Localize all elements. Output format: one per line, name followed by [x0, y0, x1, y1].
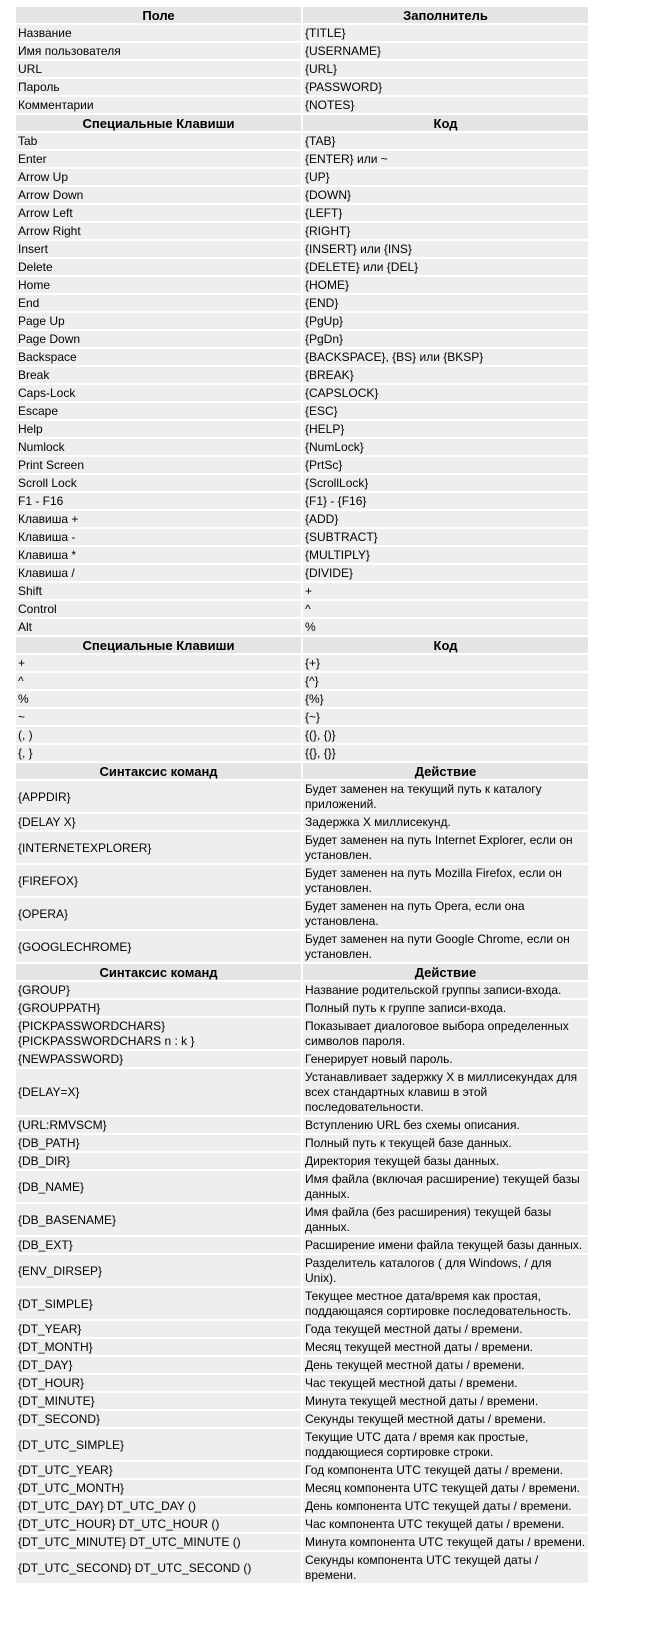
cell-value: Будет заменен на путь Internet Explorer, если он установлен.: [303, 832, 588, 863]
table-row: [16, 655, 588, 671]
table-row: [16, 814, 588, 830]
table-row: [16, 313, 588, 329]
cell-name: Insert: [16, 241, 301, 257]
cell-value: {(}, {)}: [303, 727, 588, 743]
column-header-value: Код: [303, 115, 588, 131]
table-row: [16, 691, 588, 707]
column-header-name: Синтаксис команд: [16, 763, 301, 779]
cell-name: Home: [16, 277, 301, 293]
cell-name: Escape: [16, 403, 301, 419]
cell-value: Вступлению URL без схемы описания.: [303, 1117, 588, 1133]
table-row: [16, 295, 588, 311]
cell-name: {GROUP}: [16, 982, 301, 998]
cell-name: {DB_EXT}: [16, 1237, 301, 1253]
cell-name: Имя пользователя: [16, 43, 301, 59]
cell-value: {PgUp}: [303, 313, 588, 329]
cell-name: {DB_BASENAME}: [16, 1204, 301, 1235]
cell-name: {DT_SIMPLE}: [16, 1288, 301, 1319]
cell-name: {GROUPPATH}: [16, 1000, 301, 1016]
cell-name: {INTERNETEXPLORER}: [16, 832, 301, 863]
cell-value: {UP}: [303, 169, 588, 185]
placeholder-reference: [14, 5, 590, 1585]
table-row: [16, 349, 588, 365]
table-row: [16, 1516, 588, 1532]
table-row: [16, 439, 588, 455]
table-row: [16, 25, 588, 41]
cell-name: {FIREFOX}: [16, 865, 301, 896]
cell-name: ~: [16, 709, 301, 725]
table-row: [16, 277, 588, 293]
cell-name: Control: [16, 601, 301, 617]
table-row: [16, 187, 588, 203]
cell-value: {HOME}: [303, 277, 588, 293]
cell-value: {{}, {}}: [303, 745, 588, 761]
cell-name: {DT_UTC_YEAR}: [16, 1462, 301, 1478]
cell-name: Help: [16, 421, 301, 437]
cell-value: {ENTER} или ~: [303, 151, 588, 167]
table-row: [16, 223, 588, 239]
table-row: [16, 709, 588, 725]
cell-value: Расширение имени файла текущей базы данных.: [303, 1237, 588, 1253]
table-row: [16, 601, 588, 617]
cell-value: Час текущей местной даты / времени.: [303, 1375, 588, 1391]
table-row: [16, 1534, 588, 1550]
column-header-name: Специальные Клавиши: [16, 115, 301, 131]
cell-name: Arrow Left: [16, 205, 301, 221]
cell-name: Page Up: [16, 313, 301, 329]
cell-value: {BREAK}: [303, 367, 588, 383]
cell-value: Текущее местное дата/время как простая, поддающаяся сортировке последовательность.: [303, 1288, 588, 1319]
table-row: [16, 1375, 588, 1391]
cell-name: {DT_HOUR}: [16, 1375, 301, 1391]
cell-name: Enter: [16, 151, 301, 167]
cell-name: %: [16, 691, 301, 707]
table-row: [16, 457, 588, 473]
cell-name: F1 - F16: [16, 493, 301, 509]
section-header-row: [16, 763, 588, 779]
cell-value: {TITLE}: [303, 25, 588, 41]
cell-name: {DT_UTC_MINUTE} DT_UTC_MINUTE (): [16, 1534, 301, 1550]
table-row: [16, 97, 588, 113]
cell-value: Секунды компонента UTC текущей даты / времени.: [303, 1552, 588, 1583]
cell-value: Секунды текущей местной даты / времени.: [303, 1411, 588, 1427]
table-row: [16, 583, 588, 599]
cell-value: Будет заменен на пути Google Chrome, если он установлен.: [303, 931, 588, 962]
cell-name: End: [16, 295, 301, 311]
table-row: [16, 1357, 588, 1373]
table-row: [16, 133, 588, 149]
cell-value: Текущие UTC дата / время как простые, поддающиеся сортировке строки.: [303, 1429, 588, 1460]
cell-value: {PASSWORD}: [303, 79, 588, 95]
section-header-row: [16, 7, 588, 23]
cell-name: {DB_NAME}: [16, 1171, 301, 1202]
cell-name: +: [16, 655, 301, 671]
cell-value: {%}: [303, 691, 588, 707]
cell-name: {DB_DIR}: [16, 1153, 301, 1169]
table-row: [16, 1135, 588, 1151]
cell-name: Backspace: [16, 349, 301, 365]
table-row: [16, 565, 588, 581]
cell-name: {ENV_DIRSEP}: [16, 1255, 301, 1286]
cell-name: {DT_MONTH}: [16, 1339, 301, 1355]
table-row: [16, 1117, 588, 1133]
placeholder-table: [14, 5, 590, 1585]
cell-name: Page Down: [16, 331, 301, 347]
column-header-value: Действие: [303, 763, 588, 779]
table-row: [16, 403, 588, 419]
cell-value: {INSERT} или {INS}: [303, 241, 588, 257]
cell-name: {DT_UTC_HOUR} DT_UTC_HOUR (): [16, 1516, 301, 1532]
cell-value: {PrtSc}: [303, 457, 588, 473]
cell-value: {NOTES}: [303, 97, 588, 113]
cell-value: {~}: [303, 709, 588, 725]
cell-value: {LEFT}: [303, 205, 588, 221]
cell-name: {DT_MINUTE}: [16, 1393, 301, 1409]
cell-name: Delete: [16, 259, 301, 275]
cell-name: {GOOGLECHROME}: [16, 931, 301, 962]
cell-value: Минута компонента UTC текущей даты / времени.: [303, 1534, 588, 1550]
cell-name: {DB_PATH}: [16, 1135, 301, 1151]
cell-value: +: [303, 583, 588, 599]
cell-value: {SUBTRACT}: [303, 529, 588, 545]
table-row: [16, 745, 588, 761]
cell-value: Полный путь к текущей базе данных.: [303, 1135, 588, 1151]
cell-name: Название: [16, 25, 301, 41]
table-row: [16, 727, 588, 743]
table-row: [16, 1552, 588, 1583]
table-row: [16, 205, 588, 221]
table-row: [16, 1255, 588, 1286]
cell-name: ^: [16, 673, 301, 689]
cell-value: ^: [303, 601, 588, 617]
table-row: [16, 673, 588, 689]
cell-name: Arrow Right: [16, 223, 301, 239]
cell-value: Будет заменен на путь Opera, если она установлена.: [303, 898, 588, 929]
table-row: [16, 1237, 588, 1253]
cell-value: {PgDn}: [303, 331, 588, 347]
table-row: [16, 61, 588, 77]
cell-name: URL: [16, 61, 301, 77]
cell-name: Tab: [16, 133, 301, 149]
cell-name: {URL:RMVSCM}: [16, 1117, 301, 1133]
cell-value: Показывает диалоговое выбора определенных символов пароля.: [303, 1018, 588, 1049]
cell-value: {DELETE} или {DEL}: [303, 259, 588, 275]
cell-name: Numlock: [16, 439, 301, 455]
cell-value: День компонента UTC текущей даты / времени.: [303, 1498, 588, 1514]
table-row: [16, 1153, 588, 1169]
cell-name: Пароль: [16, 79, 301, 95]
table-row: [16, 367, 588, 383]
table-row: [16, 1321, 588, 1337]
cell-value: Будет заменен на путь Mozilla Firefox, если он установлен.: [303, 865, 588, 896]
cell-name: {APPDIR}: [16, 781, 301, 812]
cell-name: {DT_UTC_MONTH}: [16, 1480, 301, 1496]
cell-value: Разделитель каталогов ( для Windows, / для Unix).: [303, 1255, 588, 1286]
cell-value: Месяц компонента UTC текущей даты / времени.: [303, 1480, 588, 1496]
cell-value: Устанавливает задержку X в миллисекундах для всех стандартных клавиш в этой последовательности.: [303, 1069, 588, 1115]
table-row: [16, 1462, 588, 1478]
table-row: [16, 781, 588, 812]
cell-name: Alt: [16, 619, 301, 635]
cell-name: {DT_YEAR}: [16, 1321, 301, 1337]
cell-value: Минута текущей местной даты / времени.: [303, 1393, 588, 1409]
cell-value: {ScrollLock}: [303, 475, 588, 491]
cell-value: {TAB}: [303, 133, 588, 149]
column-header-value: Заполнитель: [303, 7, 588, 23]
cell-value: Имя файла (без расширения) текущей базы данных.: [303, 1204, 588, 1235]
cell-name: Scroll Lock: [16, 475, 301, 491]
cell-value: {URL}: [303, 61, 588, 77]
table-row: [16, 493, 588, 509]
cell-name: {OPERA}: [16, 898, 301, 929]
table-row: [16, 898, 588, 929]
table-row: [16, 547, 588, 563]
cell-name: {DT_UTC_SIMPLE}: [16, 1429, 301, 1460]
table-row: [16, 385, 588, 401]
table-row: [16, 529, 588, 545]
table-row: [16, 79, 588, 95]
table-row: [16, 1051, 588, 1067]
table-row: [16, 832, 588, 863]
cell-name: Клавиша -: [16, 529, 301, 545]
table-row: [16, 1288, 588, 1319]
cell-value: Название родительской группы записи-входа.: [303, 982, 588, 998]
cell-value: {ESC}: [303, 403, 588, 419]
cell-value: Будет заменен на текущий путь к каталогу приложений.: [303, 781, 588, 812]
cell-name: {DT_SECOND}: [16, 1411, 301, 1427]
table-row: [16, 1393, 588, 1409]
column-header-name: Специальные Клавиши: [16, 637, 301, 653]
table-row: [16, 511, 588, 527]
cell-value: {HELP}: [303, 421, 588, 437]
cell-value: {CAPSLOCK}: [303, 385, 588, 401]
cell-value: {F1} - {F16}: [303, 493, 588, 509]
column-header-value: Код: [303, 637, 588, 653]
cell-value: Имя файла (включая расширение) текущей базы данных.: [303, 1171, 588, 1202]
table-row: [16, 331, 588, 347]
cell-value: Год компонента UTC текущей даты / времени.: [303, 1462, 588, 1478]
cell-name: {DT_UTC_DAY} DT_UTC_DAY (): [16, 1498, 301, 1514]
cell-value: День текущей местной даты / времени.: [303, 1357, 588, 1373]
cell-value: %: [303, 619, 588, 635]
cell-name: Комментарии: [16, 97, 301, 113]
table-row: [16, 982, 588, 998]
cell-value: {NumLock}: [303, 439, 588, 455]
cell-value: {MULTIPLY}: [303, 547, 588, 563]
cell-value: {+}: [303, 655, 588, 671]
cell-name: Клавиша +: [16, 511, 301, 527]
cell-name: {DT_DAY}: [16, 1357, 301, 1373]
table-row: [16, 1171, 588, 1202]
column-header-value: Действие: [303, 964, 588, 980]
table-row: [16, 151, 588, 167]
table-row: [16, 475, 588, 491]
cell-value: Директория текущей базы данных.: [303, 1153, 588, 1169]
cell-value: {DIVIDE}: [303, 565, 588, 581]
column-header-name: Поле: [16, 7, 301, 23]
cell-value: Задержка X миллисекунд.: [303, 814, 588, 830]
table-row: [16, 1480, 588, 1496]
cell-name: Break: [16, 367, 301, 383]
cell-value: {END}: [303, 295, 588, 311]
table-row: [16, 259, 588, 275]
table-row: [16, 43, 588, 59]
table-row: [16, 1204, 588, 1235]
cell-value: {^}: [303, 673, 588, 689]
table-row: [16, 421, 588, 437]
table-row: [16, 1069, 588, 1115]
cell-name: {, }: [16, 745, 301, 761]
cell-value: Генерирует новый пароль.: [303, 1051, 588, 1067]
cell-value: Полный путь к группе записи-входа.: [303, 1000, 588, 1016]
table-row: [16, 1498, 588, 1514]
column-header-name: Синтаксис команд: [16, 964, 301, 980]
cell-name: {PICKPASSWORDCHARS} {PICKPASSWORDCHARS n : k }: [16, 1018, 301, 1049]
cell-value: {BACKSPACE}, {BS} или {BKSP}: [303, 349, 588, 365]
cell-name: {NEWPASSWORD}: [16, 1051, 301, 1067]
table-row: [16, 1411, 588, 1427]
table-row: [16, 169, 588, 185]
cell-value: {ADD}: [303, 511, 588, 527]
cell-value: Час компонента UTC текущей даты / времени.: [303, 1516, 588, 1532]
section-header-row: [16, 637, 588, 653]
cell-name: {DELAY X}: [16, 814, 301, 830]
cell-value: Месяц текущей местной даты / времени.: [303, 1339, 588, 1355]
table-row: [16, 865, 588, 896]
cell-value: Года текущей местной даты / времени.: [303, 1321, 588, 1337]
table-row: [16, 1339, 588, 1355]
cell-value: {DOWN}: [303, 187, 588, 203]
table-row: [16, 1018, 588, 1049]
cell-name: Caps-Lock: [16, 385, 301, 401]
cell-name: Print Screen: [16, 457, 301, 473]
table-row: [16, 241, 588, 257]
cell-value: {RIGHT}: [303, 223, 588, 239]
cell-name: {DT_UTC_SECOND} DT_UTC_SECOND (): [16, 1552, 301, 1583]
cell-name: Shift: [16, 583, 301, 599]
cell-name: Arrow Down: [16, 187, 301, 203]
cell-name: Клавиша *: [16, 547, 301, 563]
table-row: [16, 1000, 588, 1016]
table-row: [16, 931, 588, 962]
section-header-row: [16, 964, 588, 980]
cell-name: (, ): [16, 727, 301, 743]
table-row: [16, 1429, 588, 1460]
table-row: [16, 619, 588, 635]
section-header-row: [16, 115, 588, 131]
cell-value: {USERNAME}: [303, 43, 588, 59]
cell-name: {DELAY=X}: [16, 1069, 301, 1115]
cell-name: Arrow Up: [16, 169, 301, 185]
cell-name: Клавиша /: [16, 565, 301, 581]
